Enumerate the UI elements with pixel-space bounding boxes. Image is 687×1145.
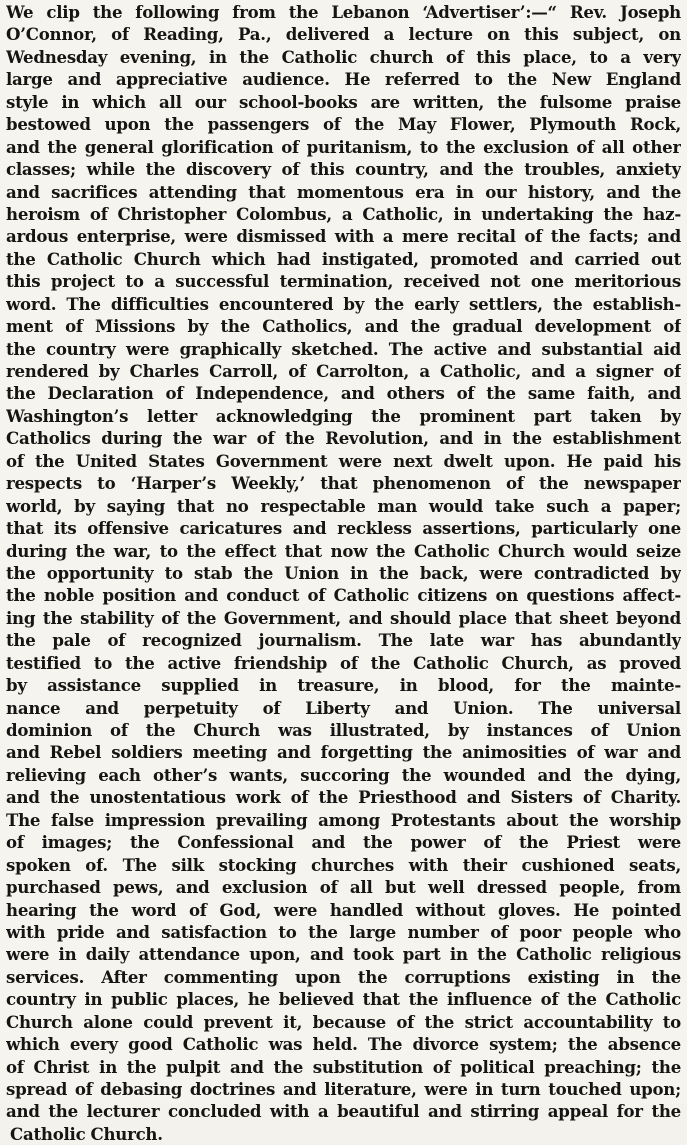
- article-line: of Christ in the pulpit and the substitution of political preaching; the: [6, 1056, 681, 1077]
- article-line: relieving each other’s wants, succoring the wounded and the dying,: [6, 764, 681, 785]
- article-line: heroism of Christopher Colombus, a Catholic, in undertaking the haz-: [6, 203, 681, 224]
- article-line: ment of Missions by the Catholics, and the gradual development of: [6, 316, 681, 337]
- article-line: O’Connor, of Reading, Pa., delivered a lecture on this subject, on: [6, 24, 681, 45]
- article-line: classes; while the discovery of this country, and the troubles, anxiety: [6, 159, 681, 180]
- article-line: world, by saying that no respectable man would take such a paper;: [6, 495, 681, 516]
- article-line: spoken of. The silk stocking churches with their cushioned seats,: [6, 854, 681, 875]
- article-line: by assistance supplied in treasure, in blood, for the mainte-: [6, 675, 681, 696]
- article-line: large and appreciative audience. He referred to the New England: [6, 69, 681, 90]
- article-line: the country were graphically sketched. The active and substantial aid: [6, 338, 681, 359]
- article-line: word. The difficulties encountered by the early settlers, the establish-: [6, 293, 681, 314]
- article-line: the Catholic Church which had instigated, promoted and carried out: [6, 248, 681, 269]
- article-line: bestowed upon the passengers of the May Flower, Plymouth Rock,: [6, 114, 681, 135]
- article-line: Washington’s letter acknowledging the prominent part taken by: [6, 405, 681, 426]
- article-line: this project to a successful termination, received not one meritorious: [6, 271, 681, 292]
- article-line: dominion of the Church was illustrated, by instances of Union: [6, 720, 681, 740]
- article-line: and the general glorification of puritanism, to the exclusion of all other: [6, 136, 681, 157]
- article-line: We clip the following from the Lebanon ‘Advertiser’:—“ Rev. Joseph: [6, 2, 681, 22]
- article-line: ardous enterprise, were dismissed with a mere recital of the facts; and: [6, 226, 681, 247]
- article-line: country in public places, he believed that the influence of the Catholic: [6, 989, 681, 1010]
- article-line: of images; the Confessional and the power of the Priest were: [6, 832, 681, 853]
- article-line: and the lecturer concluded with a beautiful and stirring appeal for the: [6, 1101, 681, 1122]
- article-line: that its offensive caricatures and reckless assertions, particularly one: [6, 518, 681, 539]
- article-line: and the unostentatious work of the Priesthood and Sisters of Charity.: [6, 787, 681, 808]
- article-line: respects to ‘Harper’s Weekly,’ that phenomenon of the newspaper: [6, 473, 681, 494]
- article-line: services. After commenting upon the corruptions existing in the: [6, 966, 681, 987]
- article-line: purchased pews, and exclusion of all but well dressed people, from: [6, 877, 681, 898]
- article-line: Wednesday evening, in the Catholic church of this place, to a very: [6, 46, 681, 67]
- article-line: Church alone could prevent it, because of the strict accountability to: [6, 1011, 681, 1032]
- article-line: The false impression prevailing among Protestants about the worship: [6, 809, 681, 830]
- article-line: the pale of recognized journalism. The late war has abundantly: [6, 630, 681, 651]
- article-line: and sacrifices attending that momentous era in our history, and the: [6, 181, 681, 202]
- article-line-last: Catholic Church.: [10, 1123, 163, 1144]
- article-line: style in which all our school-books are written, the fulsome praise: [6, 91, 681, 112]
- article-line: and Rebel soldiers meeting and forgetting the animosities of war and: [6, 742, 681, 763]
- article-line: nance and perpetuity of Liberty and Union. The universal: [6, 697, 681, 718]
- article-line: testified to the active friendship of the Catholic Church, as proved: [6, 652, 681, 673]
- article-line: were in daily attendance upon, and took part in the Catholic religious: [6, 944, 681, 965]
- article-line: hearing the word of God, were handled without gloves. He pointed: [6, 899, 681, 920]
- article-line: with pride and satisfaction to the large number of poor people who: [6, 921, 681, 942]
- article-line: which every good Catholic was held. The divorce system; the absence: [6, 1034, 681, 1055]
- article-line: Catholics during the war of the Revolution, and in the establishment: [6, 428, 681, 449]
- article-line: ing the stability of the Government, and should place that sheet beyond: [6, 607, 681, 628]
- article-line: of the United States Government were next dwelt upon. He paid his: [6, 450, 681, 471]
- article-line: the Declaration of Independence, and others of the same faith, and: [6, 383, 681, 404]
- article-line: the noble position and conduct of Catholic citizens on questions affect-: [6, 585, 681, 606]
- article-line: spread of debasing doctrines and literature, were in turn touched upon;: [6, 1079, 681, 1099]
- article-line: rendered by Charles Carroll, of Carrolton, a Catholic, and a signer of: [6, 361, 681, 381]
- article-line: during the war, to the effect that now the Catholic Church would seize: [6, 540, 681, 561]
- article-line: the opportunity to stab the Union in the back, were contradicted by: [6, 562, 681, 583]
